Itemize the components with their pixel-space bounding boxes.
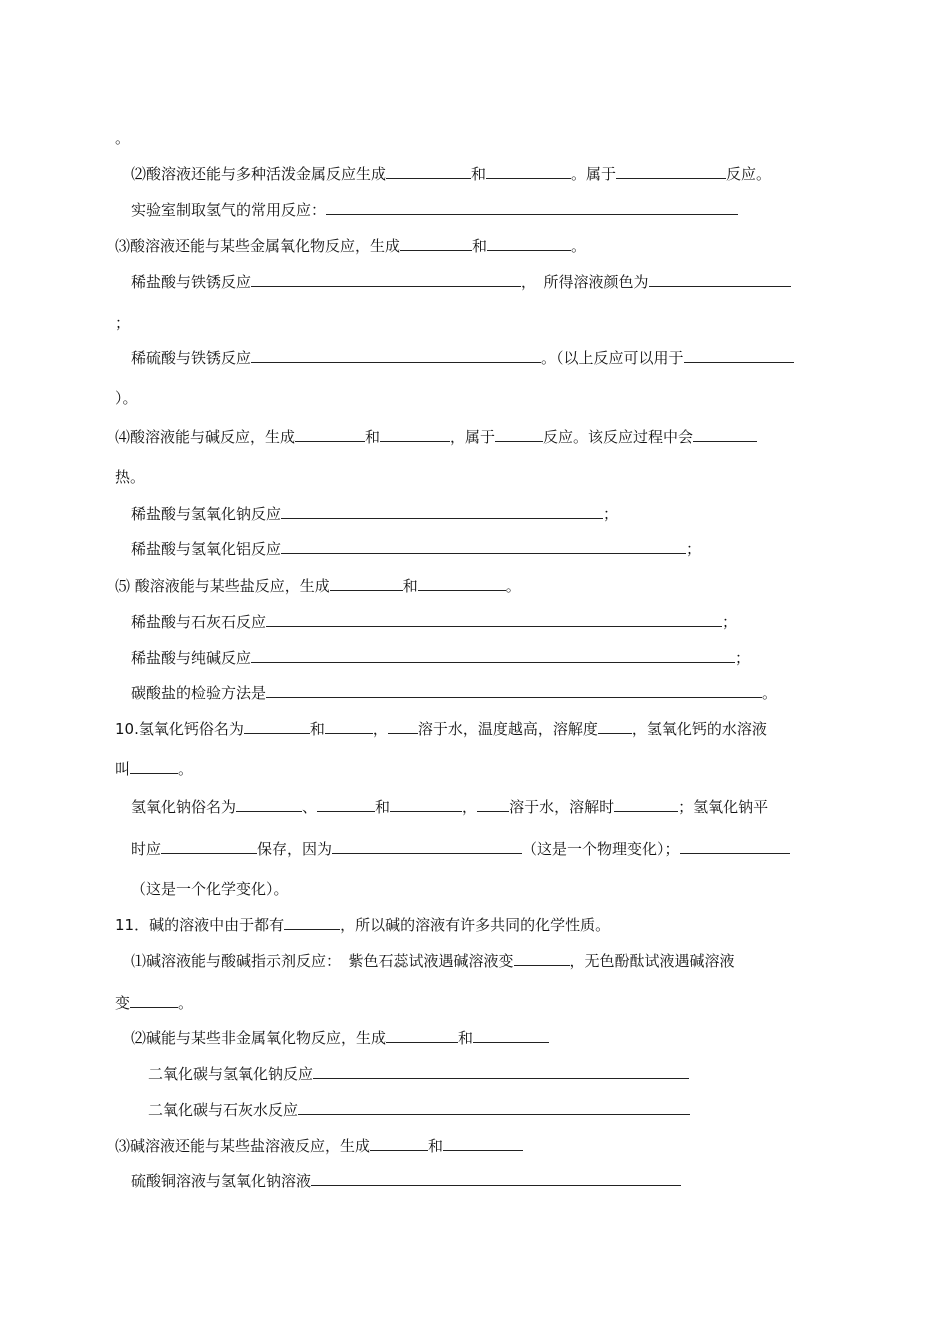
answer-blank[interactable]	[487, 235, 571, 251]
text-line	[131, 1027, 549, 1047]
text-segment: 溶于水，温度越高，溶解度	[417, 720, 598, 738]
text-segment: 变	[115, 994, 131, 1012]
text-line	[115, 426, 757, 446]
answer-blank[interactable]	[614, 796, 678, 812]
answer-blank[interactable]	[616, 163, 726, 179]
text-line	[115, 128, 130, 148]
answer-blank[interactable]	[386, 1027, 458, 1043]
answer-blank[interactable]	[418, 575, 506, 591]
text-segment: ，	[372, 720, 388, 738]
answer-blank[interactable]	[251, 347, 541, 363]
answer-blank[interactable]	[326, 199, 738, 215]
text-line	[115, 313, 130, 333]
text-segment: 碳酸盐的检验方法是	[131, 684, 267, 702]
text-line	[131, 796, 768, 816]
text-line	[148, 1063, 689, 1083]
text-segment: 。	[178, 994, 194, 1012]
text-segment: ⑴碱溶液能与酸碱指示剂反应： 紫色石蕊试液遇碱溶液变	[131, 952, 514, 970]
answer-blank[interactable]	[693, 426, 757, 442]
text-line	[131, 271, 791, 291]
answer-blank[interactable]	[244, 718, 310, 734]
answer-blank[interactable]	[130, 992, 178, 1008]
answer-blank[interactable]	[598, 718, 632, 734]
text-segment: 。（以上反应可以用于	[541, 349, 684, 367]
answer-blank[interactable]	[386, 163, 471, 179]
text-line	[131, 647, 750, 667]
text-segment: ，所以碱的溶液有许多共同的化学性质。	[340, 916, 611, 934]
text-segment: ⑵碱能与某些非金属氧化物反应，生成	[131, 1029, 387, 1047]
answer-blank[interactable]	[317, 796, 375, 812]
text-segment: ，氢氧化钙的水溶液	[631, 720, 767, 738]
text-line	[148, 1099, 690, 1119]
text-segment: ；	[722, 613, 738, 631]
answer-blank[interactable]	[236, 796, 302, 812]
text-segment: 二氧化碳与氢氧化钠反应	[148, 1065, 314, 1083]
answer-blank[interactable]	[649, 271, 791, 287]
answer-blank[interactable]	[390, 796, 462, 812]
text-segment: 硫酸铜溶液与氢氧化钠溶液	[131, 1172, 312, 1190]
answer-blank[interactable]	[298, 1099, 690, 1115]
text-segment: 、	[302, 798, 318, 816]
text-line	[131, 347, 794, 367]
answer-blank[interactable]	[251, 647, 735, 663]
answer-blank[interactable]	[313, 1063, 689, 1079]
text-line	[115, 914, 610, 934]
text-line	[131, 503, 618, 523]
text-segment: 实验室制取氢气的常用反应：	[131, 201, 327, 219]
text-segment: ；	[735, 649, 751, 667]
text-segment: 稀盐酸与铁锈反应	[131, 273, 252, 291]
answer-blank[interactable]	[473, 1027, 549, 1043]
text-segment: 和	[428, 1137, 444, 1155]
text-line	[131, 611, 737, 631]
text-segment: 溶于水，溶解时	[509, 798, 615, 816]
text-segment: ， 所得溶液颜色为	[521, 273, 649, 291]
text-line	[115, 467, 145, 487]
answer-blank[interactable]	[161, 838, 257, 854]
text-segment: ）。	[115, 389, 138, 407]
answer-blank[interactable]	[251, 271, 521, 287]
answer-blank[interactable]	[325, 718, 373, 734]
text-segment: 和	[472, 237, 488, 255]
text-segment: ；氢氧化钠平	[678, 798, 769, 816]
text-segment: 反应。该反应过程中会	[543, 428, 694, 446]
text-segment: （这是一个化学变化）。	[131, 880, 289, 898]
answer-blank[interactable]	[266, 611, 722, 627]
text-segment: ；	[603, 505, 619, 523]
text-line	[131, 538, 701, 558]
answer-blank[interactable]	[477, 796, 509, 812]
answer-blank[interactable]	[380, 426, 450, 442]
text-segment: ，	[462, 798, 478, 816]
text-line	[115, 575, 521, 595]
text-segment: 11．碱的溶液中由于都有	[115, 916, 285, 934]
text-line	[115, 235, 586, 255]
text-line	[115, 718, 767, 738]
answer-blank[interactable]	[130, 758, 178, 774]
text-segment: 10.氢氧化钙俗名为	[115, 720, 244, 738]
text-segment: 和	[471, 165, 487, 183]
text-segment: 和	[375, 798, 391, 816]
text-segment: ，无色酚酞试液遇碱溶液	[569, 952, 735, 970]
text-line	[131, 838, 790, 858]
text-line	[131, 879, 289, 899]
text-line	[115, 388, 138, 408]
answer-blank[interactable]	[284, 914, 340, 930]
text-segment: 和	[458, 1029, 474, 1047]
text-segment: （这是一个物理变化）；	[522, 840, 680, 858]
answer-blank[interactable]	[514, 950, 570, 966]
text-segment: ；	[686, 540, 702, 558]
answer-blank[interactable]	[332, 838, 522, 854]
answer-blank[interactable]	[486, 163, 571, 179]
answer-blank[interactable]	[443, 1135, 523, 1151]
text-line	[131, 950, 735, 970]
answer-blank[interactable]	[295, 426, 365, 442]
text-segment: 和	[309, 720, 325, 738]
text-segment: 热。	[115, 468, 146, 486]
answer-blank[interactable]	[266, 682, 762, 698]
text-segment: 。	[178, 760, 194, 778]
text-segment: 二氧化碳与石灰水反应	[148, 1101, 299, 1119]
text-segment: 。	[115, 129, 131, 147]
text-segment: 。属于	[571, 165, 617, 183]
text-segment: ⑸ 酸溶液能与某些盐反应，生成	[115, 577, 330, 595]
answer-blank[interactable]	[311, 1170, 681, 1186]
text-segment: 稀盐酸与石灰石反应	[131, 613, 267, 631]
answer-blank[interactable]	[684, 347, 794, 363]
text-segment: 稀盐酸与氢氧化铝反应	[131, 540, 282, 558]
answer-blank[interactable]	[281, 538, 686, 554]
answer-blank[interactable]	[388, 718, 418, 734]
text-segment: 。	[571, 237, 587, 255]
text-segment: 稀盐酸与氢氧化钠反应	[131, 505, 282, 523]
text-line	[115, 992, 193, 1012]
answer-blank[interactable]	[281, 503, 603, 519]
text-segment: 。	[505, 577, 521, 595]
text-segment: ⑷酸溶液能与碱反应，生成	[115, 428, 296, 446]
text-segment: 时应	[131, 840, 162, 858]
answer-blank[interactable]	[680, 838, 790, 854]
text-segment: ；	[115, 314, 131, 332]
text-line	[131, 163, 771, 183]
answer-blank[interactable]	[400, 235, 472, 251]
text-segment: 和	[365, 428, 381, 446]
text-segment: ⑶碱溶液还能与某些盐溶液反应，生成	[115, 1137, 371, 1155]
text-line	[115, 758, 193, 778]
answer-blank[interactable]	[370, 1135, 428, 1151]
text-segment: 稀盐酸与纯碱反应	[131, 649, 252, 667]
text-segment: 。	[762, 684, 778, 702]
text-line	[131, 682, 777, 702]
text-segment: ⑶酸溶液还能与某些金属氧化物反应，生成	[115, 237, 401, 255]
text-segment: 反应。	[726, 165, 772, 183]
text-segment: 稀硫酸与铁锈反应	[131, 349, 252, 367]
text-segment: 叫	[115, 760, 131, 778]
text-line	[115, 1135, 523, 1155]
answer-blank[interactable]	[495, 426, 543, 442]
text-segment: ，属于	[450, 428, 496, 446]
text-segment: ⑵酸溶液还能与多种活泼金属反应生成	[131, 165, 387, 183]
text-line	[131, 1170, 681, 1190]
answer-blank[interactable]	[330, 575, 403, 591]
text-segment: 保存，因为	[257, 840, 333, 858]
text-segment: 和	[402, 577, 418, 595]
text-line	[131, 199, 738, 219]
text-segment: 氢氧化钠俗名为	[131, 798, 237, 816]
